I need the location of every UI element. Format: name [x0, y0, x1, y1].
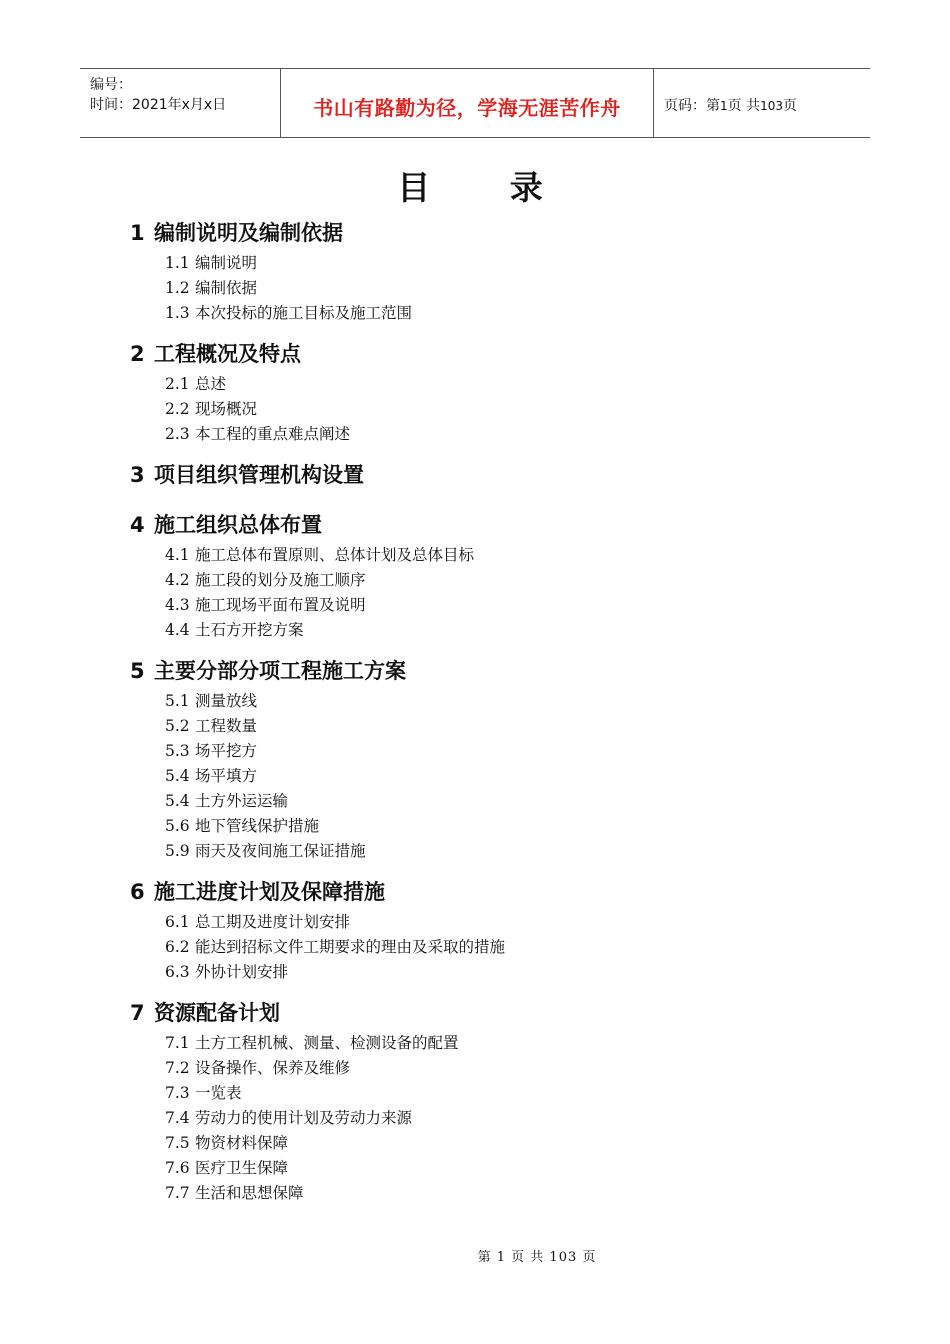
entry-number: 7.6 — [165, 1159, 190, 1177]
entry-number: 7.1 — [165, 1034, 190, 1052]
entry-title: 物资材料保障 — [195, 1134, 289, 1152]
toc-entry[interactable] — [130, 910, 830, 935]
entry-number: 4.1 — [165, 546, 190, 564]
entry-title: 施工现场平面布置及说明 — [195, 596, 366, 614]
time-label: 时间：2021年x月x日 — [90, 97, 227, 113]
entry-title: 设备操作、保养及维修 — [195, 1059, 351, 1077]
entry-title: 地下管线保护措施 — [195, 817, 320, 835]
section-title: 施工进度计划及保障措施 — [154, 880, 385, 904]
entry-number: 5.9 — [165, 842, 190, 860]
section-title: 编制说明及编制依据 — [154, 221, 343, 245]
entry-number: 7.3 — [165, 1084, 190, 1102]
entry-title: 土石方开挖方案 — [195, 621, 304, 639]
entry-number: 7.5 — [165, 1134, 190, 1152]
toc-entry[interactable] — [130, 714, 830, 739]
section-number: 1 — [130, 221, 145, 245]
toc-entry[interactable] — [130, 1181, 830, 1206]
entry-number: 5.3 — [165, 742, 190, 760]
toc-entry[interactable] — [130, 1081, 830, 1106]
entry-number: 4.2 — [165, 571, 190, 589]
toc-section — [130, 457, 830, 507]
toc-entry[interactable] — [130, 276, 830, 301]
toc-section — [130, 653, 830, 874]
toc-section — [130, 874, 830, 995]
toc-entry[interactable] — [130, 397, 830, 422]
entry-title: 测量放线 — [195, 692, 258, 710]
entry-title: 生活和思想保障 — [195, 1184, 304, 1202]
toc-section-heading[interactable] — [130, 336, 830, 372]
entry-number: 2.3 — [165, 425, 190, 443]
entry-title: 施工段的划分及施工顺序 — [195, 571, 366, 589]
header-meta — [80, 69, 281, 137]
header-motto-cell — [281, 69, 654, 137]
section-title: 主要分部分项工程施工方案 — [154, 659, 406, 683]
section-title: 施工组织总体布置 — [154, 513, 322, 537]
entry-number: 2.1 — [165, 375, 190, 393]
page-mid: 页 共 — [727, 98, 761, 114]
toc-section-heading[interactable] — [130, 215, 830, 251]
toc-entry[interactable] — [130, 1106, 830, 1131]
section-title: 项目组织管理机构设置 — [154, 463, 364, 487]
toc-entry[interactable] — [130, 764, 830, 789]
section-number: 2 — [130, 342, 145, 366]
toc-entry[interactable] — [130, 251, 830, 276]
entry-title: 劳动力的使用计划及劳动力来源 — [195, 1109, 413, 1127]
toc-entry[interactable] — [130, 568, 830, 593]
entry-title: 本工程的重点难点阐述 — [195, 425, 351, 443]
section-spacer — [130, 985, 830, 995]
page-current: 1 — [720, 99, 728, 113]
toc-entry[interactable] — [130, 422, 830, 447]
toc-entry[interactable] — [130, 1131, 830, 1156]
entry-number: 6.3 — [165, 963, 190, 981]
entry-number: 7.4 — [165, 1109, 190, 1127]
entry-number: 4.4 — [165, 621, 190, 639]
page-suffix: 页 — [783, 98, 797, 114]
toc-entry[interactable] — [130, 593, 830, 618]
number-label: 编号： — [90, 77, 132, 93]
toc-entry[interactable] — [130, 814, 830, 839]
section-number: 5 — [130, 659, 145, 683]
toc-entry[interactable] — [130, 935, 830, 960]
toc-section-heading[interactable] — [130, 457, 830, 493]
section-number: 3 — [130, 463, 145, 487]
toc-entry[interactable] — [130, 1156, 830, 1181]
toc-entry[interactable] — [130, 960, 830, 985]
entry-number: 7.2 — [165, 1059, 190, 1077]
entry-number: 5.6 — [165, 817, 190, 835]
entry-title: 现场概况 — [195, 400, 258, 418]
motto: 书山有路勤为径，学海无涯苦作舟 — [313, 95, 621, 120]
table-of-contents — [130, 215, 830, 1216]
entry-title: 编制依据 — [195, 279, 258, 297]
entry-title: 总工期及进度计划安排 — [195, 913, 351, 931]
entry-title: 工程数量 — [195, 717, 258, 735]
entry-title: 土方外运运输 — [195, 792, 289, 810]
header-page-cell — [654, 69, 870, 137]
toc-entry[interactable] — [130, 1056, 830, 1081]
entry-title: 场平挖方 — [195, 742, 258, 760]
entry-title: 医疗卫生保障 — [195, 1159, 289, 1177]
toc-section — [130, 336, 830, 457]
toc-entry[interactable] — [130, 789, 830, 814]
toc-entry[interactable] — [130, 739, 830, 764]
page-prefix: 页码：第 — [664, 98, 720, 114]
section-number: 7 — [130, 1001, 145, 1025]
page-indicator — [664, 95, 870, 115]
entry-number: 5.2 — [165, 717, 190, 735]
entry-number: 1.2 — [165, 279, 190, 297]
section-number: 4 — [130, 513, 145, 537]
section-spacer — [130, 326, 830, 336]
page-title: 目 录 — [397, 168, 577, 207]
toc-entry[interactable] — [130, 689, 830, 714]
entry-number: 5.1 — [165, 692, 190, 710]
entry-title: 外协计划安排 — [195, 963, 289, 981]
toc-section — [130, 215, 830, 336]
toc-section — [130, 507, 830, 653]
entry-title: 能达到招标文件工期要求的理由及采取的措施 — [195, 938, 506, 956]
entry-title: 土方工程机械、测量、检测设备的配置 — [195, 1034, 459, 1052]
section-spacer — [130, 864, 830, 874]
entry-number: 4.3 — [165, 596, 190, 614]
toc-entry[interactable] — [130, 1031, 830, 1056]
entry-title: 编制说明 — [195, 254, 258, 272]
toc-section-heading[interactable] — [130, 507, 830, 543]
section-title: 资源配备计划 — [154, 1001, 280, 1025]
page-total: 103 — [760, 99, 783, 113]
toc-entry[interactable] — [130, 839, 830, 864]
entry-title: 施工总体布置原则、总体计划及总体目标 — [195, 546, 475, 564]
entry-number: 2.2 — [165, 400, 190, 418]
toc-section-heading[interactable] — [130, 995, 830, 1031]
page-footer: 第 1 页 共 103 页 — [477, 1250, 597, 1265]
section-number: 6 — [130, 880, 145, 904]
toc-section-heading[interactable] — [130, 653, 830, 689]
toc-entry[interactable] — [130, 301, 830, 326]
entry-title: 总述 — [195, 375, 227, 393]
entry-number: 7.7 — [165, 1184, 190, 1202]
entry-title: 本次投标的施工目标及施工范围 — [195, 304, 413, 322]
section-spacer — [130, 1206, 830, 1216]
entry-number: 5.4 — [165, 767, 190, 785]
section-spacer — [130, 447, 830, 457]
entry-title: 一览表 — [195, 1084, 242, 1102]
toc-section-heading[interactable] — [130, 874, 830, 910]
entry-title: 场平填方 — [195, 767, 258, 785]
section-spacer — [130, 643, 830, 653]
toc-entry[interactable] — [130, 618, 830, 643]
entry-title: 雨天及夜间施工保证措施 — [195, 842, 366, 860]
toc-entry[interactable] — [130, 543, 830, 568]
entry-number: 1.3 — [165, 304, 190, 322]
section-title: 工程概况及特点 — [154, 342, 301, 366]
toc-section — [130, 995, 830, 1216]
entry-number: 6.2 — [165, 938, 190, 956]
section-spacer — [130, 493, 830, 507]
entry-number: 5.4 — [165, 792, 190, 810]
page-header — [80, 68, 870, 138]
entry-number: 1.1 — [165, 254, 190, 272]
toc-entry[interactable] — [130, 372, 830, 397]
entry-number: 6.1 — [165, 913, 190, 931]
